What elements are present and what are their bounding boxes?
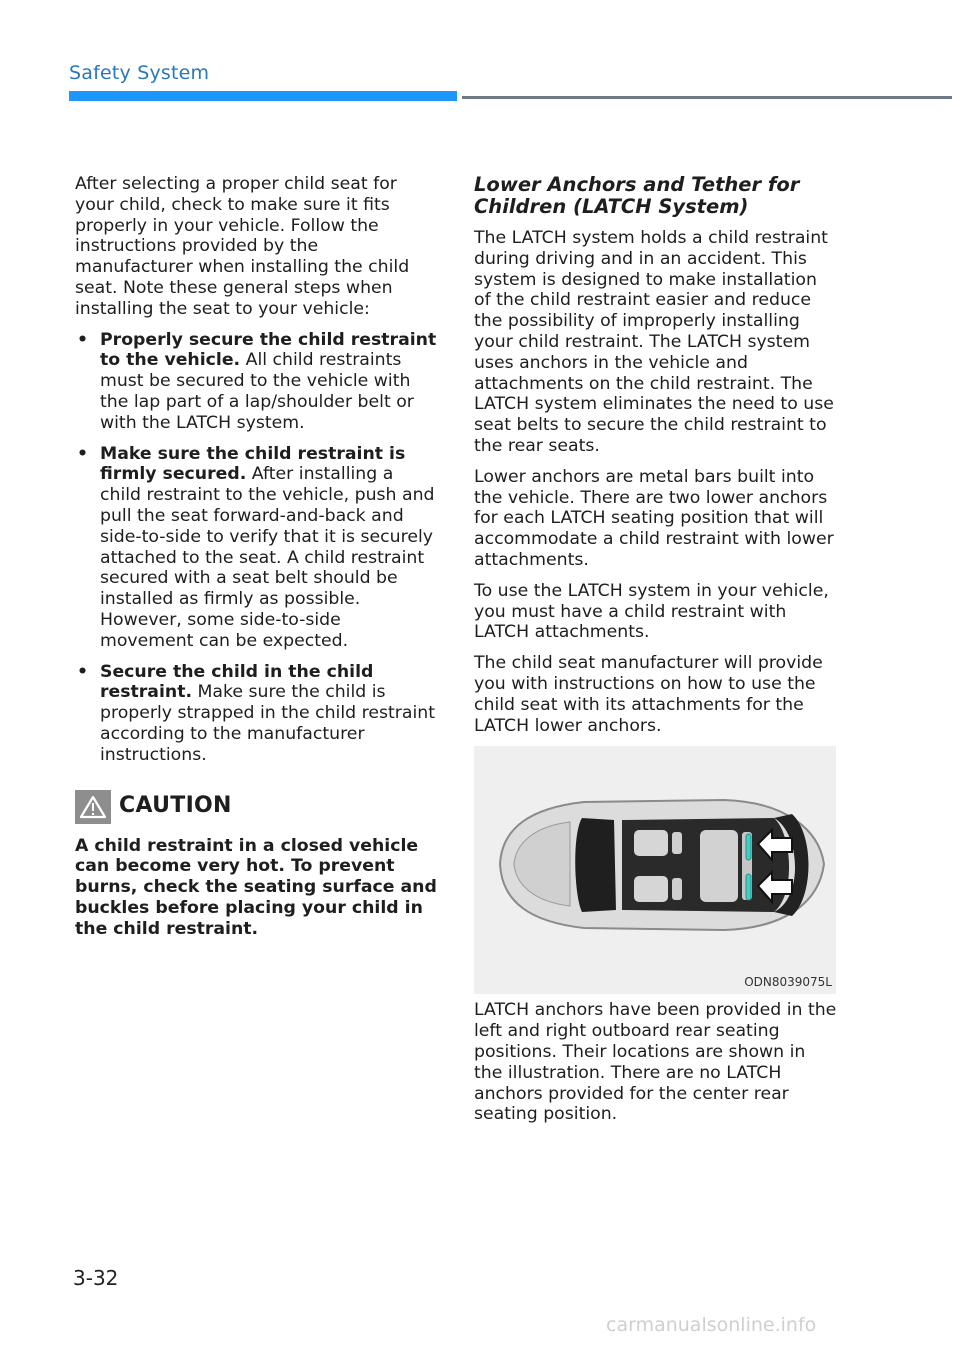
page-number: 3-32 — [73, 1266, 119, 1290]
list-item-bold: Secure the child in the child restraint. — [100, 661, 374, 703]
caution-box — [75, 790, 437, 940]
bullet-marker: • — [77, 443, 89, 464]
right-column — [474, 174, 838, 1135]
caution-text: A child restraint in a closed vehicle can become very hot. To prevent burns, check the seating surface and buckles before placing your child in the child restraint. — [75, 835, 437, 939]
list-item-text: All child restraints must be secured to the vehicle with the lap part of a lap/shoulder belt or with the LATCH system. — [100, 350, 414, 433]
latch-paragraph: To use the LATCH system in your vehicle, you must have a child restraint with LATCH attachments. — [474, 580, 829, 643]
list-item — [75, 330, 437, 434]
latch-paragraph: The child seat manufacturer will provide you with instructions on how to use the child seat with its attachments for the LATCH lower anchors. — [474, 653, 823, 736]
latch-heading: Lower Anchors and Tether for Children (LATCH System) — [474, 173, 800, 218]
steps-list — [75, 330, 437, 766]
caution-title: CAUTION — [119, 793, 232, 819]
bullet-marker: • — [77, 329, 89, 350]
latch-paragraph: LATCH anchors have been provided in the left and right outboard rear seating positions. Their locations are shown in the illustration. There are no LATCH anchors provided for the center rear seating position. — [474, 1000, 837, 1125]
list-item — [75, 662, 437, 766]
latch-paragraph: Lower anchors are metal bars built into the vehicle. There are two lower anchors for each LATCH seating position that will accommodate a child restraint with lower attachments. — [474, 466, 834, 570]
header-rule-blue — [69, 91, 457, 101]
figure-code: ODN8039075L — [744, 974, 832, 989]
list-item-bold: Properly secure the child restraint to the vehicle. — [100, 329, 437, 371]
left-column — [75, 174, 437, 940]
list-item-text: Make sure the child is properly strapped in the child restraint according to the manufacturer instructions. — [100, 682, 435, 765]
latch-anchor-illustration — [474, 746, 836, 994]
intro-paragraph: After selecting a proper child seat for your child, check to make sure it fits properly in your vehicle. Follow the instructions provided by the manufacturer when installing the child seat. Note these general steps when installing the seat to your vehicle: — [75, 174, 410, 319]
list-item-text: After installing a child restraint to the vehicle, push and pull the seat forward-and-back and side-to-side to verify that it is securely attached to the seat. A child restraint secured with a seat belt should be installed as firmly as possible. However, some side-to-side movement can be expected. — [100, 464, 435, 651]
list-item-bold: Make sure the child restraint is firmly secured. — [100, 443, 406, 485]
footer-watermark: carmanualsonline.info — [606, 1314, 817, 1336]
caution-header — [75, 790, 437, 824]
section-title: Safety System — [69, 62, 210, 84]
latch-paragraph: The LATCH system holds a child restraint during driving and in an accident. This system is designed to make installation of the child restraint easier and reduce the possibility of improperly installing your child restraint. The LATCH system uses anchors in the vehicle and attachments on the child restraint. The LATCH system eliminates the need to use seat belts to secure the child restraint to the rear seats. — [474, 228, 834, 456]
bullet-marker: • — [77, 661, 89, 682]
warning-icon — [75, 790, 111, 824]
header-rule-grey — [462, 96, 952, 99]
list-item — [75, 444, 437, 652]
car-top-view-illustration — [474, 746, 836, 994]
